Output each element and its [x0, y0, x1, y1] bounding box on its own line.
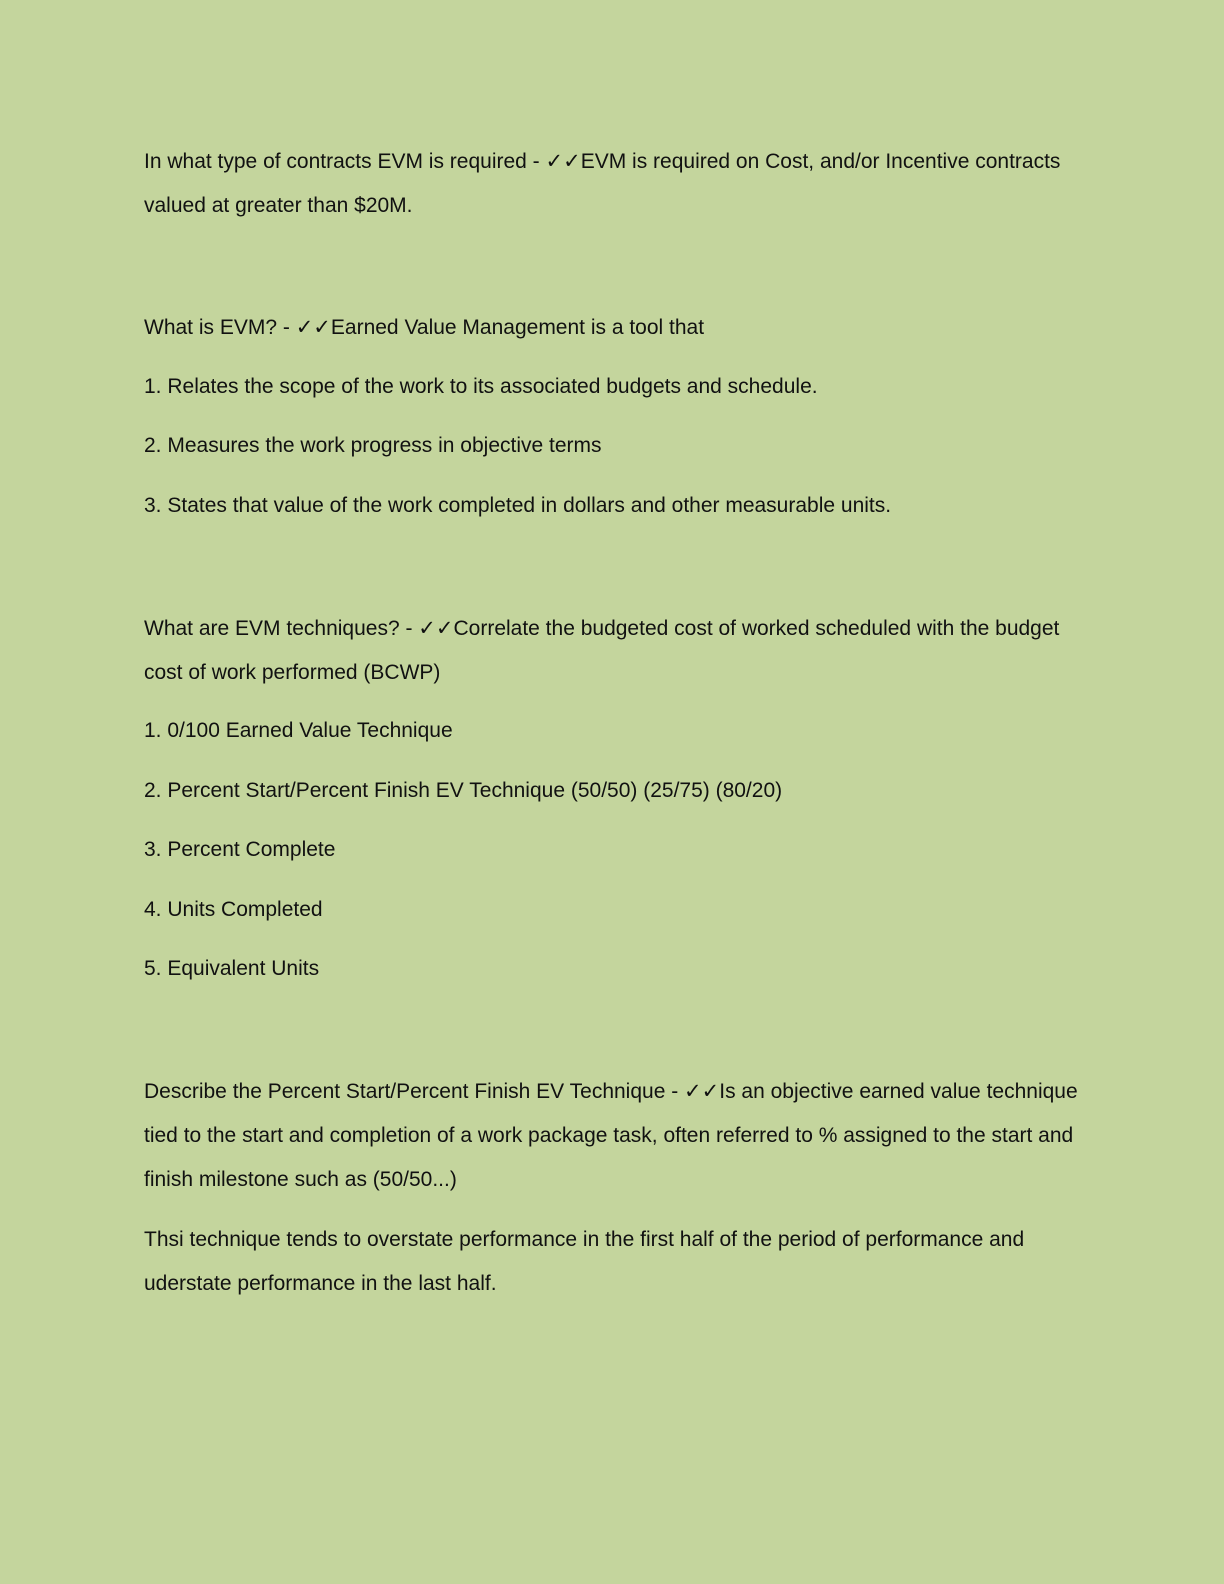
qa-3-item-3: 3. Percent Complete: [144, 838, 336, 861]
qa-1-question: In what type of contracts EVM is required - ✓✓EVM is required on Cost, and/or Incentive contracts valued at greater than $20M.: [144, 150, 1061, 217]
qa-3-item-1: 1. 0/100 Earned Value Technique: [144, 719, 453, 742]
qa-2-item-3: 3. States that value of the work completed in dollars and other measurable units.: [144, 494, 892, 517]
qa-3-item-2: 2. Percent Start/Percent Finish EV Technique (50/50) (25/75) (80/20): [144, 779, 783, 802]
qa-3-question: What are EVM techniques? - ✓✓Correlate the budgeted cost of worked scheduled with the budget cost of work performed (BCWP): [144, 617, 1060, 684]
qa-3-item-5: 5. Equivalent Units: [144, 957, 320, 980]
qa-4-question: Describe the Percent Start/Percent Finish EV Technique - ✓✓Is an objective earned value technique tied to the start and completion of a work package task, often referred to % assigned to the start and finish milestone such as (50/50...): [144, 1080, 1078, 1191]
qa-3-item-4: 4. Units Completed: [144, 898, 323, 921]
document-page: [144, 0, 1084, 1584]
qa-4-note: Thsi technique tends to overstate performance in the first half of the period of performance and uderstate performance in the last half.: [144, 1228, 1025, 1295]
qa-2-question: What is EVM? - ✓✓Earned Value Management is a tool that: [144, 316, 705, 339]
qa-2-item-2: 2. Measures the work progress in objective terms: [144, 434, 602, 457]
qa-2-item-1: 1. Relates the scope of the work to its associated budgets and schedule.: [144, 375, 818, 398]
